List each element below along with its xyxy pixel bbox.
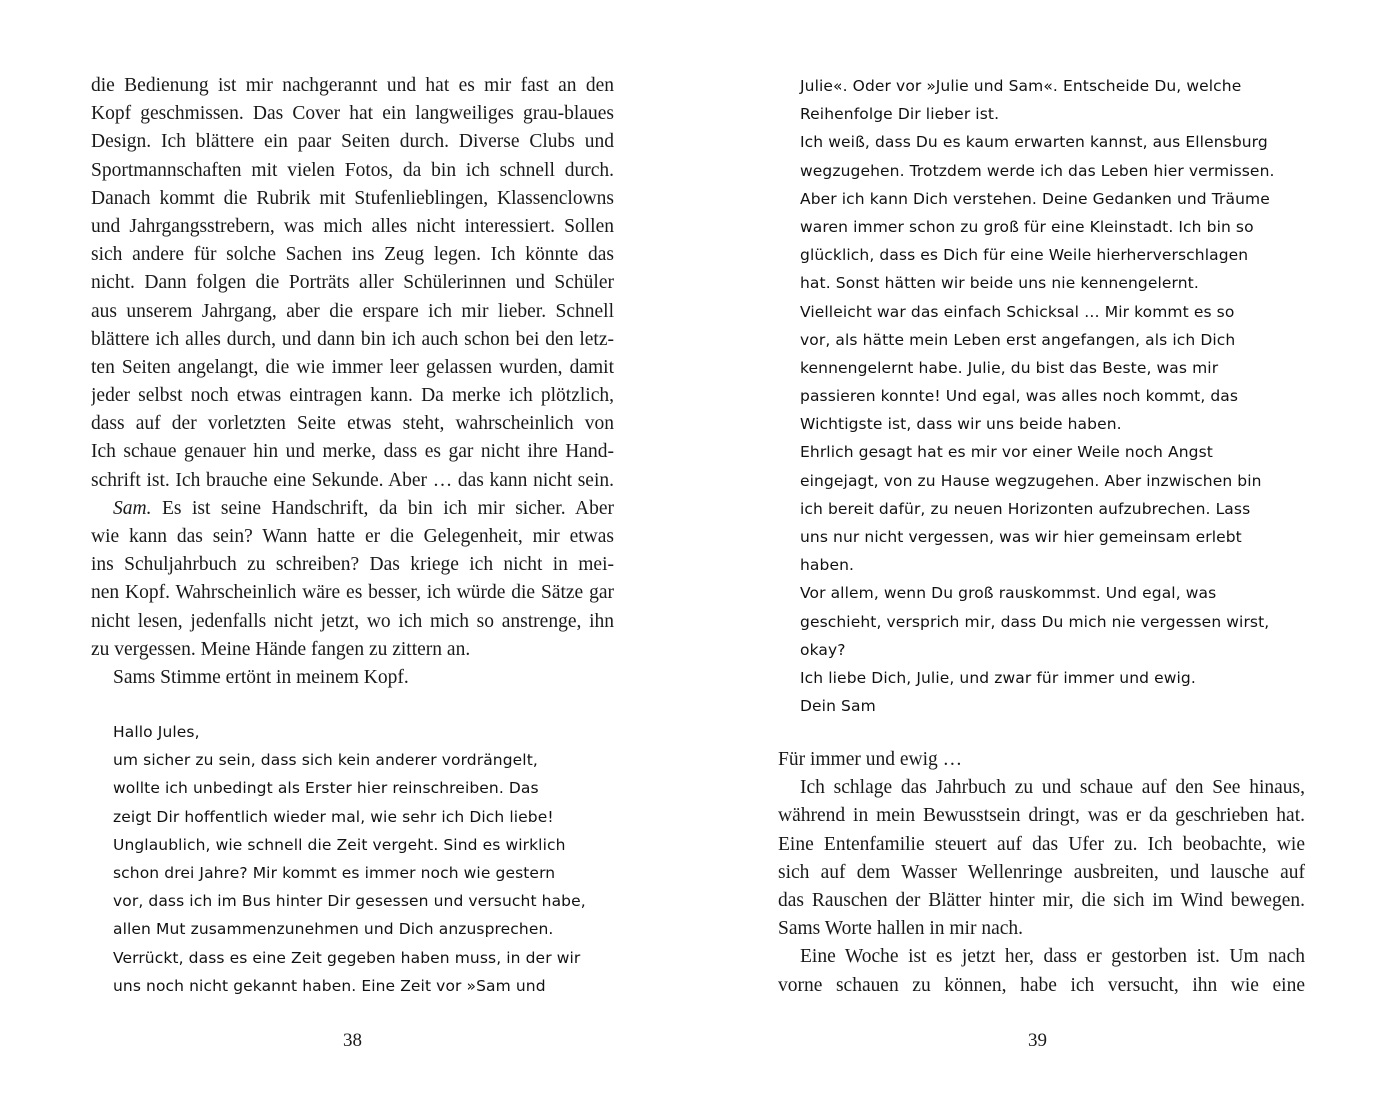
text-line <box>778 943 1305 971</box>
text-line <box>91 664 614 692</box>
handwritten-line: Aber ich kann Dich verstehen. Deine Gedanken und Träume <box>800 189 1270 208</box>
line-text: Ich schlage das Jahrbuch zu und schaue auf den See hinaus, <box>800 777 1305 799</box>
handwritten-line: Hallo Jules, <box>113 723 200 741</box>
text-line <box>778 887 1305 915</box>
handwritten-line: wegzugehen. Trotzdem werde ich das Leben hier vermissen. <box>800 161 1275 180</box>
handwritten-line: Ich weiß, dass Du es kaum erwarten kannst, aus Ellensburg <box>800 133 1268 152</box>
handwritten-line: Unglaublich, wie schnell die Zeit vergeht. Sind es wirklich <box>113 835 566 854</box>
handwritten-line: Wichtigste ist, dass wir uns beide haben. <box>800 415 1122 434</box>
handwritten-line: Julie«. Oder vor »Julie und Sam«. Entscheide Du, welche <box>800 77 1242 95</box>
left-handwritten-note <box>113 718 614 1000</box>
text-line <box>778 802 1305 830</box>
text-line <box>91 495 614 523</box>
handwritten-line: vor, dass ich im Bus hinter Dir gesessen und versucht habe, <box>113 892 586 911</box>
handwritten-line: Vielleicht war das einfach Schicksal … Mir kommt es so <box>800 302 1235 321</box>
text-line <box>91 100 614 128</box>
line-text: nicht lesen, jedenfalls nicht jetzt, wo ich mich so anstrenge, ihn <box>91 610 614 632</box>
handwritten-line: schon drei Jahre? Mir kommt es immer noch wie gestern <box>113 863 556 882</box>
handwritten-line: passieren konnte! Und egal, was alles noch kommt, das <box>800 387 1239 406</box>
line-text: sich auf dem Wasser Wellenringe ausbreiten, und lausche auf <box>778 861 1305 883</box>
text-line <box>91 326 614 354</box>
handwritten-line: kennengelernt habe. Julie, du bist das Beste, was mir <box>800 358 1219 377</box>
handwritten-line: allen Mut zusammenzunehmen und Dich anzusprechen. <box>113 920 554 939</box>
line-text: Eine Entenfamilie steuert auf das Ufer zu. Ich beobachte, wie <box>778 833 1305 855</box>
page-number: 39 <box>1028 1030 1047 1051</box>
text-line <box>91 241 614 269</box>
text-line <box>778 774 1305 802</box>
text-line <box>778 915 1305 943</box>
line-text: Sportmannschaften mit vielen Fotos, da bin ich schnell durch. <box>91 159 614 181</box>
line-text: während in mein Bewusstsein dringt, was er da geschrieben hat. <box>778 805 1305 827</box>
handwritten-line: Verrückt, dass es eine Zeit gegeben haben muss, in der wir <box>113 948 581 967</box>
handwritten-line: vor, als hätte mein Leben erst angefangen, als ich Dich <box>800 330 1236 349</box>
text-line <box>91 410 614 438</box>
text-line <box>91 438 614 466</box>
handwritten-line: wollte ich unbedingt als Erster hier reinschreiben. Das <box>113 779 539 798</box>
line-text: blättere ich alles durch, und dann bin ich auch schon bei den letz- <box>91 328 614 350</box>
text-line <box>91 551 614 579</box>
page-number: 38 <box>343 1030 362 1051</box>
text-line <box>91 157 614 185</box>
handwritten-line: waren immer schon zu groß für eine Kleinstadt. Ich bin so <box>800 217 1254 236</box>
text-line <box>91 608 614 636</box>
line-text: Design. Ich blättere ein paar Seiten durch. Diverse Clubs und <box>91 131 614 153</box>
line-text: Es ist seine Handschrift, da bin ich mir sicher. Aber <box>161 497 614 519</box>
line-text: wie kann das sein? Wann hatte er die Gelegenheit, mir etwas <box>91 526 614 547</box>
italic-lead: Sam. <box>113 497 152 519</box>
text-line <box>778 972 1305 1000</box>
handwritten-line: eingejagt, von zu Hause wegzugehen. Aber inzwischen bin <box>800 471 1262 490</box>
line-text: dass auf der vorletzten Seite etwas steht, wahrscheinlich von <box>91 413 614 435</box>
handwritten-line: geschieht, versprich mir, dass Du mich nie vergessen wirst, <box>800 612 1270 631</box>
text-line <box>778 859 1305 887</box>
text-line <box>91 636 614 664</box>
handwritten-line: haben. <box>800 556 855 575</box>
text-line <box>91 523 614 551</box>
line-text: nen Kopf. Wahrscheinlich wäre es besser, ich würde die Sätze gar <box>91 582 614 604</box>
text-line <box>91 72 614 100</box>
left-page <box>91 0 614 1104</box>
text-line <box>91 382 614 410</box>
text-line <box>91 269 614 297</box>
text-line <box>91 298 614 326</box>
handwritten-line: uns noch nicht gekannt haben. Eine Zeit vor »Sam und <box>113 976 546 995</box>
line-text: schrift ist. Ich brauche eine Sekunde. Aber … das kann nicht sein. <box>91 469 614 491</box>
handwritten-line: glücklich, dass es Dich für eine Weile hierherverschlagen <box>800 246 1249 265</box>
line-text: sich andere für solche Sachen ins Zeug legen. Ich könnte das <box>91 244 614 266</box>
text-line <box>91 128 614 156</box>
handwritten-line: Ich liebe Dich, Julie, und zwar für immer und ewig. <box>800 668 1196 687</box>
handwritten-line: Dein Sam <box>800 697 876 716</box>
line-text: die Bedienung ist mir nachgerannt und hat es mir fast an den <box>91 75 614 96</box>
line-text: zu vergessen. Meine Hände fangen zu zittern an. <box>91 638 471 660</box>
text-line <box>91 467 614 495</box>
handwritten-line: ich bereit dafür, zu neuen Horizonten aufzubrechen. Lass <box>800 499 1251 518</box>
text-line <box>91 354 614 382</box>
text-line <box>91 213 614 241</box>
text-line <box>778 831 1305 859</box>
right-page <box>778 0 1305 1104</box>
line-text: Ich schaue genauer hin und merke, dass es gar nicht ihre Hand- <box>91 441 614 463</box>
handwritten-line: Ehrlich gesagt hat es mir vor einer Weile noch Angst <box>800 443 1213 462</box>
line-text: aus unserem Jahrgang, aber die erspare ich mir lieber. Schnell <box>91 300 614 322</box>
line-text: Für immer und ewig … <box>778 749 963 770</box>
line-text: vorne schauen zu können, habe ich versucht, ihn wie eine <box>778 974 1305 996</box>
line-text: nicht. Dann folgen die Porträts aller Schülerinnen und Schüler <box>91 272 614 294</box>
handwritten-line: Reihenfolge Dir lieber ist. <box>800 105 1000 124</box>
line-text: Danach kommt die Rubrik mit Stufenlieblingen, Klassenclowns <box>91 187 614 209</box>
handwritten-line: uns nur nicht vergessen, was wir hier gemeinsam erlebt <box>800 528 1242 546</box>
handwritten-line: zeigt Dir hoffentlich wieder mal, wie sehr ich Dich liebe! <box>113 807 554 826</box>
handwritten-line: um sicher zu sein, dass sich kein anderer vordrängelt, <box>113 751 538 770</box>
text-line <box>91 579 614 607</box>
line-text: Sams Worte hallen in mir nach. <box>778 918 1024 940</box>
handwritten-line: hat. Sonst hätten wir beide uns nie kennengelernt. <box>800 274 1199 293</box>
line-text: Sams Stimme ertönt in meinem Kopf. <box>113 666 409 688</box>
handwritten-line: Vor allem, wenn Du groß rauskommst. Und egal, was <box>800 584 1217 603</box>
line-text: das Rauschen der Blätter hinter mir, die sich im Wind bewegen. <box>778 889 1305 911</box>
line-text: und Jahrgangsstrebern, was mich alles nicht interessiert. Sollen <box>91 215 614 237</box>
right-handwritten-note <box>800 72 1305 720</box>
line-text: ten Seiten angelangt, die wie immer leer gelassen wurden, damit <box>91 356 614 378</box>
text-line <box>778 746 1305 774</box>
line-text: Kopf geschmissen. Das Cover hat ein langweiliges grau-blaues <box>91 103 614 125</box>
handwritten-line: okay? <box>800 640 846 659</box>
line-text: jeder selbst noch etwas eintragen kann. Da merke ich plötzlich, <box>91 385 614 407</box>
text-line <box>91 185 614 213</box>
right-prose <box>778 746 1305 1000</box>
left-prose <box>91 72 614 692</box>
line-text: ins Schuljahrbuch zu schreiben? Das kriege ich nicht in mei- <box>91 554 614 576</box>
line-text: Eine Woche ist es jetzt her, dass er gestorben ist. Um nach <box>800 946 1305 968</box>
